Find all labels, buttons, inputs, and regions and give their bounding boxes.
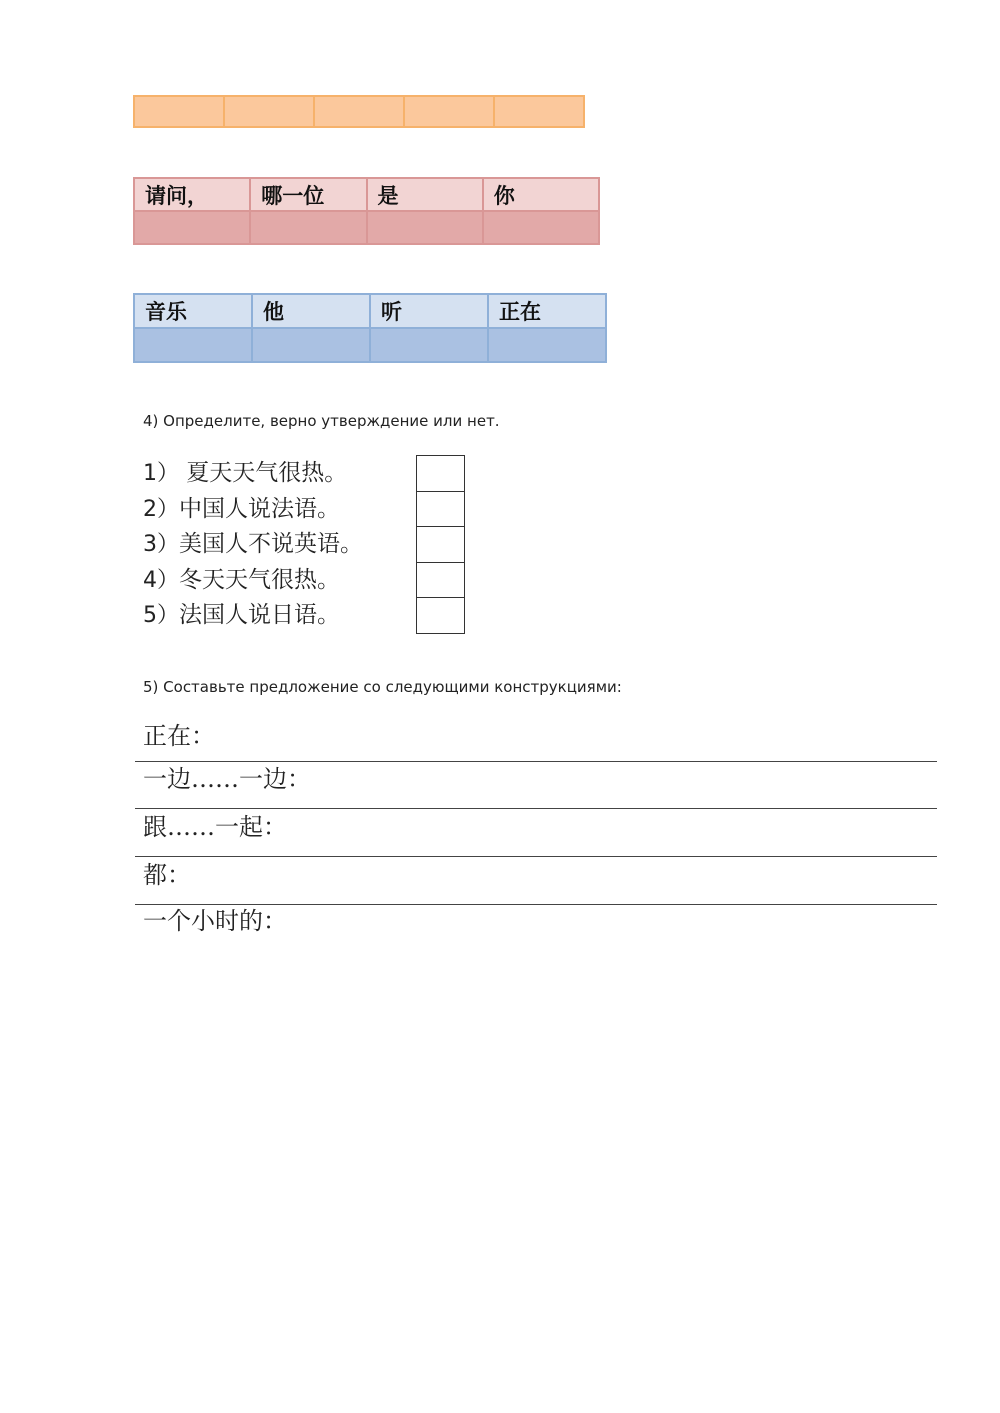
construction-label: 都： [143, 861, 191, 889]
orange-table-cell[interactable] [404, 96, 494, 127]
answer-cell[interactable] [370, 328, 488, 362]
answer-cell[interactable] [134, 211, 250, 244]
true-false-box[interactable] [417, 492, 464, 528]
true-false-box[interactable] [417, 598, 464, 634]
true-false-box[interactable] [417, 527, 464, 563]
word-cell: 听 [370, 294, 488, 328]
statement-text: 冬天天气很热。 [179, 567, 340, 593]
statement-number: 5） [143, 603, 179, 628]
blue-table-word-row [134, 294, 606, 328]
construction-label: 一个小时的： [143, 907, 287, 935]
statement-text: 夏天天气很热。 [179, 460, 348, 486]
statement-item [143, 600, 340, 631]
blue-word-table [133, 293, 607, 363]
answer-line[interactable] [135, 856, 937, 857]
orange-table-cell[interactable] [224, 96, 314, 127]
word-cell: 是 [367, 178, 483, 211]
answer-line[interactable] [135, 904, 937, 905]
true-false-box[interactable] [417, 563, 464, 599]
statement-number: 2） [143, 497, 179, 522]
word-cell: 音乐 [134, 294, 252, 328]
blue-table-answer-row [134, 328, 606, 362]
section-4-heading: 4) Определите, верно утверждение или нет. [143, 412, 500, 430]
construction-label: 跟……一起： [143, 813, 287, 841]
answer-line[interactable] [135, 761, 937, 762]
statement-text: 美国人不说英语。 [179, 531, 363, 557]
statement-text: 中国人说法语。 [179, 496, 340, 522]
answer-cell[interactable] [367, 211, 483, 244]
red-table-answer-row [134, 211, 599, 244]
construction-label: 一边……一边： [143, 765, 311, 793]
word-cell: 你 [483, 178, 599, 211]
section-5-heading: 5) Составьте предложение со следующими конструкциями: [143, 678, 622, 696]
statement-item [143, 458, 347, 489]
word-cell: 正在 [488, 294, 606, 328]
orange-table-cell[interactable] [134, 96, 224, 127]
statement-text: 法国人说日语。 [179, 602, 340, 628]
statement-number: 1） [143, 461, 179, 486]
red-table-word-row [134, 178, 599, 211]
answer-cell[interactable] [483, 211, 599, 244]
answer-cell[interactable] [134, 328, 252, 362]
statement-number: 3） [143, 532, 179, 557]
word-cell: 请问， [134, 178, 250, 211]
construction-label: 正在： [143, 722, 215, 750]
orange-table-cell[interactable] [314, 96, 404, 127]
true-false-answer-column [416, 455, 465, 634]
statement-number: 4） [143, 568, 179, 593]
word-cell: 哪一位 [250, 178, 366, 211]
red-word-table [133, 177, 600, 245]
true-false-box[interactable] [417, 456, 464, 492]
word-cell: 他 [252, 294, 370, 328]
orange-word-table [133, 95, 585, 128]
answer-cell[interactable] [250, 211, 366, 244]
statement-item [143, 565, 340, 596]
answer-cell[interactable] [252, 328, 370, 362]
answer-cell[interactable] [488, 328, 606, 362]
orange-table-row [134, 96, 584, 127]
answer-line[interactable] [135, 808, 937, 809]
orange-table-cell[interactable] [494, 96, 584, 127]
statement-item [143, 494, 340, 525]
statement-item [143, 529, 363, 560]
